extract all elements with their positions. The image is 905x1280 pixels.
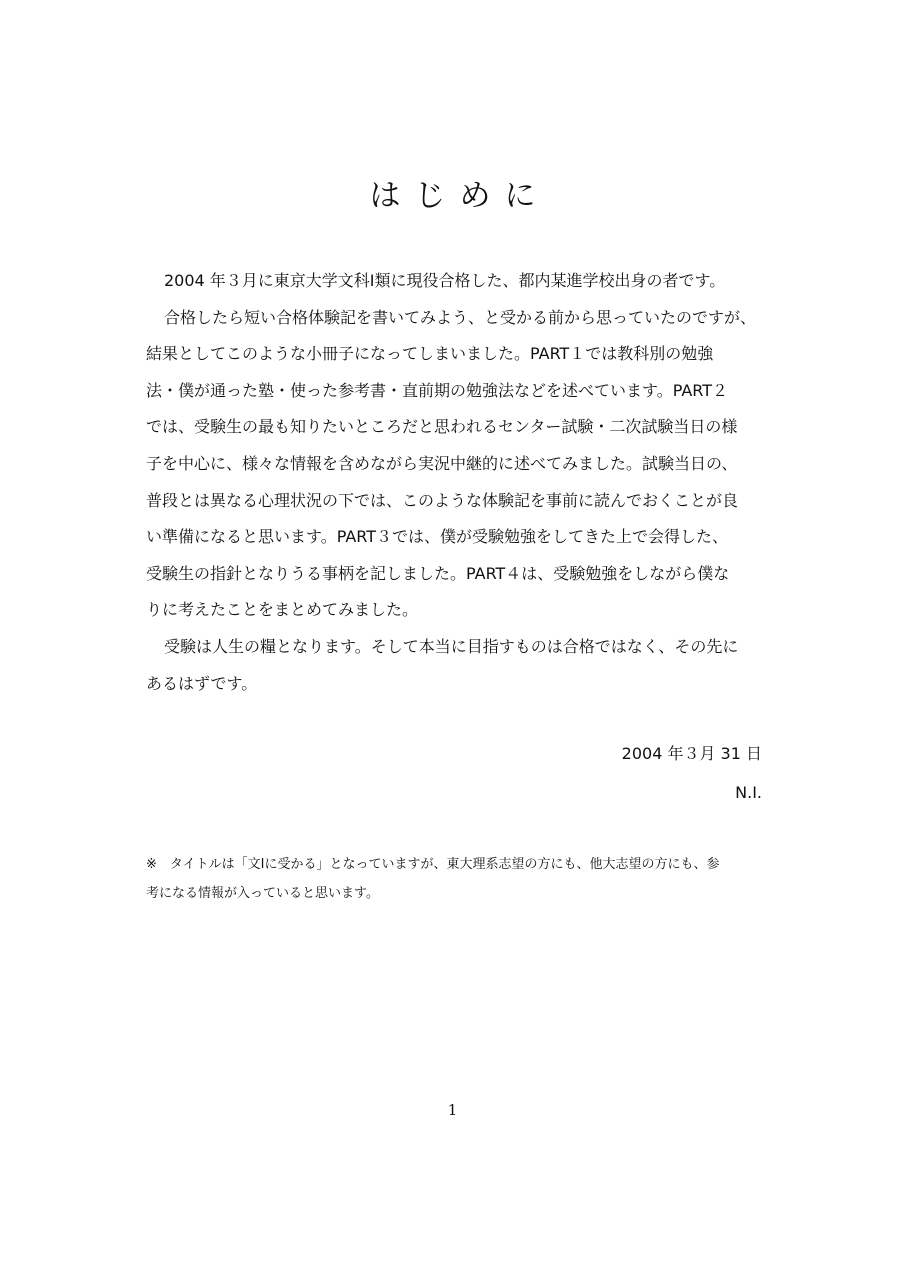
body-line: 受験は人生の糧となります。そして本当に目指すものは合格ではなく、その先に	[164, 636, 739, 656]
body-line: では、受験生の最も知りたいところだと思われるセンター試験・二次試験当日の様	[146, 417, 738, 437]
body-line: 合格したら短い合格体験記を書いてみよう、と受かる前から思っていたのですが、	[164, 307, 757, 327]
body-line: い準備になると思います。PART３では、僕が受験勉強をしてきた上で会得した、	[146, 527, 729, 547]
signature-date: 2004 年３月 31 日	[621, 744, 762, 763]
body-line: あるはずです。	[146, 673, 258, 693]
page-title: はじめに	[369, 178, 550, 214]
signature-name: N.I.	[735, 783, 762, 802]
footnote-line: ※ タイトルは「文Ⅰに受かる」となっていますが、東大理系志望の方にも、他大志望の方にも、参	[146, 857, 720, 872]
footnote	[146, 850, 766, 908]
body-line: 子を中心に、様々な情報を含めながら実況中継的に述べてみました。試験当日の、	[146, 453, 738, 473]
body-line: 2004 年３月に東京大学文科Ⅰ類に現役合格した、都内某進学校出身の者です。	[164, 271, 726, 290]
body-line: りに考えたことをまとめてみました。	[146, 600, 419, 620]
body-line: 受験生の指針となりうる事柄を記しました。PART４は、受験勉強をしながら僕な	[146, 563, 730, 583]
body-line: 普段とは異なる心理状況の下では、このような体験記を事前に読んでおくことが良	[146, 490, 739, 510]
body-line: 法・僕が通った塾・使った参考書・直前期の勉強法などを述べています。PART２	[146, 380, 729, 400]
body-line: 結果としてこのような小冊子になってしまいました。PART１では教科別の勉強	[146, 344, 714, 364]
page-number: 1	[447, 1101, 458, 1119]
intro-body	[146, 263, 766, 702]
footnote-line: 考になる情報が入っていると思います。	[146, 886, 379, 901]
